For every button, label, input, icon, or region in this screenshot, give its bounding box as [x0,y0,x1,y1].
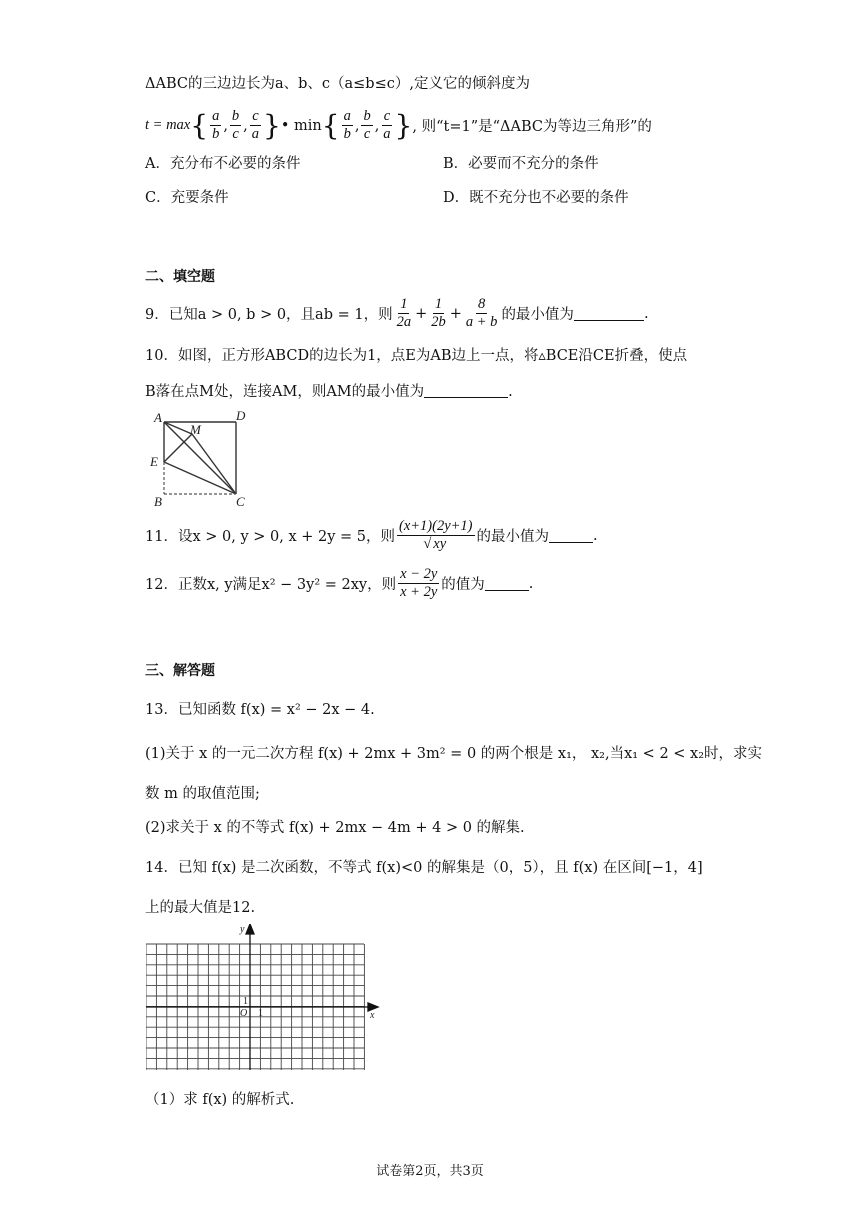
q8-option-a: A．充分布不必要的条件 [145,156,301,172]
q12: 12．正数x, y满足x² − 3y² = 2xy，则 $\frac{x - 2y}{x + 2y}$ 的值为 . [145,566,534,600]
q14-part1: （1）求 f(x) 的解析式. [145,1092,295,1108]
q8-frac-ab: $\frac{a}{b}$ [212,108,220,142]
q8-formula-mid: • min [280,117,322,134]
q12-answer-blank[interactable] [485,576,529,591]
q8-frac-bc: $\frac{b}{c}$ [231,108,240,142]
q13-line1: 13．已知函数 f(x) = x² − 2x − 4. [145,702,375,718]
q10-line1: 10．如图，正方形ABCD的边长为1，点E为AB边上一点，将▵BCE沿CE折叠，使点 [145,348,688,364]
section-answer-title: 三、解答题 [145,663,215,679]
grid-x-label: x [370,1010,375,1021]
q9: 9．已知a > 0, b > 0，且ab = 1，则 $\frac{1}{2a}$ + $\frac{1}{2b}$ + $\frac{8}{a + b}$ 的最小值为 . [145,296,649,330]
q10-square-diagram [146,408,258,508]
section-fill-in-title: 二、填空题 [145,269,215,285]
label-a: A [154,410,162,425]
q13-line4: (2)求关于 x 的不等式 f(x) + 2mx − 4m + 4 > 0 的解集. [145,820,525,836]
q14-line2: 上的最大值是12. [145,900,256,916]
label-m: M [190,422,201,437]
page-footer: 试卷第2页，共3页 [376,1164,484,1179]
q8-frac-ca: $\frac{c}{a}$ [251,108,260,142]
q8-formula-tail: , 则“t=1”是“ΔABC为等边三角形”的 [412,119,652,135]
q14-coordinate-grid [146,924,382,1074]
q8-formula: t = max { $\frac{a}{b}$ , $\frac{b}{c}$ , $\frac{c}{a}$ } • min { $\frac{a}{b}$ , $\frac{b}{c}$ , $\frac{c}{a}$ } , 则“t=1”是“ΔABC为等边三角形”的 [145,108,652,142]
q10-line2: B落在点M处，连接AM，则AM的最小值为 . [145,384,513,400]
label-d: D [236,408,246,423]
q8-option-c: C．充要条件 [145,190,229,206]
q8-line1: ΔABC的三边边长为a、b、c（a≤b≤c）,定义它的倾斜度为 [145,76,530,92]
q13-line3: 数 m 的取值范围; [145,786,260,802]
q13-line2: (1)关于 x 的一元二次方程 f(x) + 2mx + 3m² = 0 的两个根是 x₁， x₂,当x₁ < 2 < x₂时，求实 [145,746,763,762]
label-e: E [150,454,158,469]
q14-line1: 14．已知 f(x) 是二次函数，不等式 f(x)<0 的解集是（0，5），且 f(x) 在区间[−1，4] [145,860,703,876]
q9-answer-blank[interactable] [574,306,644,321]
label-c: C [236,494,245,508]
label-b: B [154,494,162,508]
q10-answer-blank[interactable] [424,383,508,398]
q8-formula-prefix: t = max [145,117,191,133]
grid-y-label: y [240,924,245,935]
q11-answer-blank[interactable] [549,528,593,543]
grid-one-y: 1 [243,996,248,1007]
q8-option-b: B．必要而不充分的条件 [443,156,599,172]
grid-origin-label: O [240,1008,248,1019]
grid-one-x: 1 [258,1008,263,1019]
q8-option-d: D．既不充分也不必要的条件 [443,190,629,206]
q11: 11．设x > 0, y > 0, x + 2y = 5，则 $\frac{(x+1)(2y+1)}{√ xy}$ 的最小值为 . [145,518,598,552]
